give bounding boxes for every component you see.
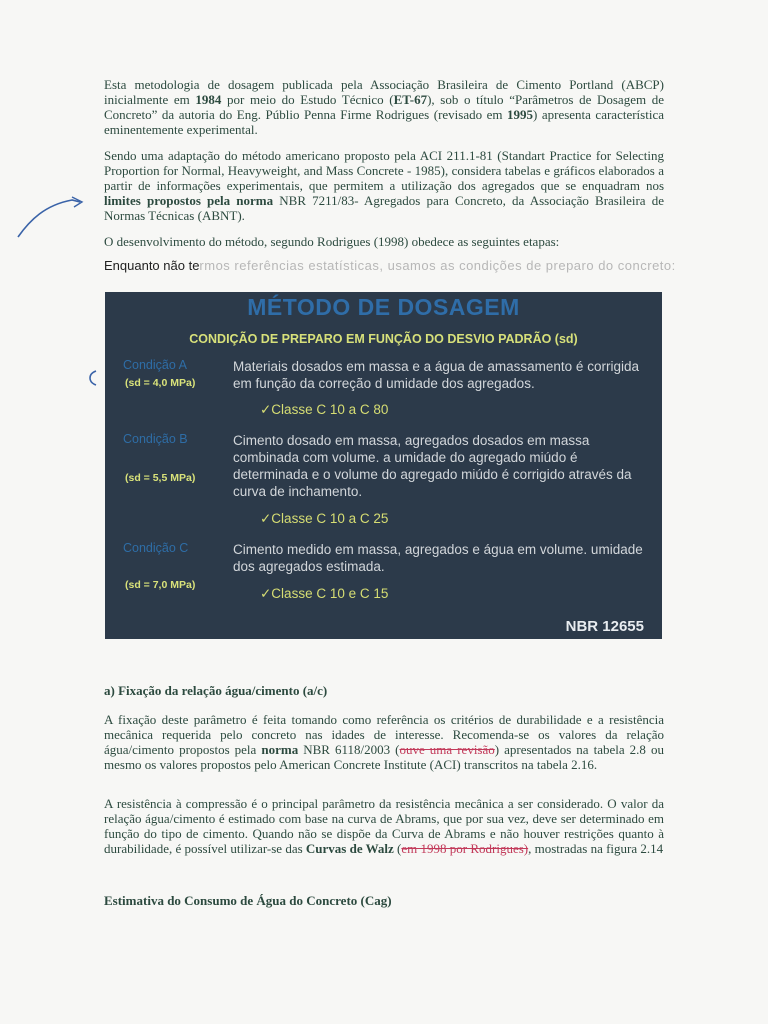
pen-scribble-arrow <box>10 185 90 245</box>
pen-scribble-mark <box>84 368 104 388</box>
condition-a-text: Materiais dosados em massa e a água de amassamento é corrigida em função da correção d umidade dos agregados. <box>233 359 639 391</box>
condition-c-sd: (sd = 7,0 MPa) <box>125 579 196 591</box>
condition-a-class: ✓Classe C 10 a C 80 <box>260 402 389 417</box>
section-a-heading: a) Fixação da relação água/cimento (a/c) <box>104 683 328 698</box>
slide-norma: NBR 12655 <box>565 618 644 635</box>
dosagem-slide <box>105 292 662 639</box>
section-a-paragraph-2: A resistência à compressão é o principal parâmetro da resistência mecânica a ser considerado. O valor da relação água/cimento é estimado com base na curva de Abrams, que por sua vez, deve ser determinado em função do tipo de cimento. Quando não se dispõe da Curva de Abrams e não houver restrições quanto à durabilidade, é possível utilizar-se das Curvas de Walz (em 1998 por Rodrigues), mostradas na figura 2.14 <box>104 796 664 856</box>
condition-a-name: Condição A <box>123 358 187 372</box>
condition-b-class: ✓Classe C 10 a C 25 <box>260 511 389 526</box>
slide-title: MÉTODO DE DOSAGEM <box>247 294 520 320</box>
intro-paragraph-2: Sendo uma adaptação do método americano proposto pela ACI 211.1-81 (Standart Practice for Selecting Proportion for Normal, Heavyweight, and Mass Concrete - 1985), considera tabelas e gráficos elaborados a partir de informações experimentais, que permitem a utilização dos agregados que se enquadram nos limites propostos pela norma NBR 7211/83- Agregados para Concreto, da Associação Brasileira de Normas Técnicas (ABNT). <box>104 148 664 223</box>
condition-c-name: Condição C <box>123 541 189 555</box>
condition-b-text: Cimento dosado em massa, agregados dosados em massa combinada com volume. a umidade do agregado miúdo é determinada e o volume do agregado miúdo é corrigido através da curva de inchamento. <box>233 433 632 499</box>
slide-subtitle: CONDIÇÃO DE PREPARO EM FUNÇÃO DO DESVIO PADRÃO (sd) <box>189 332 578 346</box>
section-a-paragraph-1: A fixação deste parâmetro é feita tomando como referência os critérios de durabilidade e a resistência mecânica requerida pelo concreto nas idades de interesse. Recomenda-se os valores da relação água/cimento propostos pela norma NBR 6118/2003 (ouve uma revisão) apresentados na tabela 2.8 ou mesmo os valores propostos pelo American Concrete Institute (ACI) transcritos na tabela 2.16. <box>104 712 664 772</box>
condition-c-text: Cimento medido em massa, agregados e água em volume. umidade dos agregados estimada. <box>233 542 643 574</box>
cut-off-line: Enquanto não termos referências estatísticas, usamos as condições de preparo do concreto: <box>104 258 676 273</box>
condition-a-sd: (sd = 4,0 MPa) <box>125 377 196 389</box>
section-b-heading: Estimativa do Consumo de Água do Concreto (Cag) <box>104 893 392 908</box>
condition-b-sd: (sd = 5,5 MPa) <box>125 472 196 484</box>
intro-paragraph-3: O desenvolvimento do método, segundo Rodrigues (1998) obedece as seguintes etapas: <box>104 234 560 249</box>
condition-b-name: Condição B <box>123 432 188 446</box>
condition-c-class: ✓Classe C 10 e C 15 <box>260 586 389 601</box>
intro-paragraph-1: Esta metodologia de dosagem publicada pela Associação Brasileira de Cimento Portland (ABCP) inicialmente em 1984 por meio do Estudo Técnico (ET-67), sob o título “Parâmetros de Dosagem de Concreto” da autoria do Eng. Públio Penna Firme Rodrigues (revisado em 1995) apresenta característica eminentemente experimental. <box>104 77 664 137</box>
